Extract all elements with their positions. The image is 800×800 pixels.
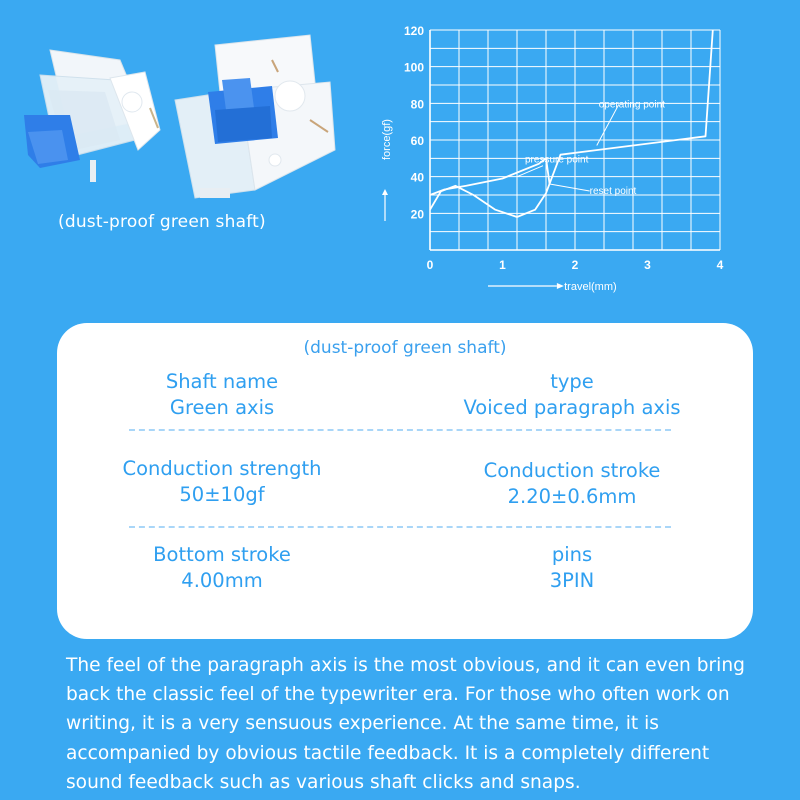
left-switch-image (24, 50, 160, 182)
force-travel-chart (368, 10, 768, 300)
y-tick-label: 100 (403, 60, 424, 75)
y-tick-label: 120 (403, 24, 424, 38)
spec-card-title: (dust-proof green shaft) (303, 338, 507, 358)
spec-value: 3PIN (549, 569, 595, 592)
spec-value: Voiced paragraph axis (463, 396, 681, 419)
spec-value: Green axis (169, 396, 275, 419)
y-tick-label: 60 (410, 134, 424, 148)
annotation-label: operating point (598, 99, 665, 111)
y-tick-label: 40 (410, 170, 424, 185)
y-axis-label: force(gf) (381, 119, 393, 160)
annotation-leader (597, 105, 619, 146)
x-axis-label: travel(mm) (564, 281, 617, 293)
spec-value: 4.00mm (181, 569, 263, 592)
spec-label: type (550, 370, 594, 393)
spec-label: Shaft name (165, 370, 279, 393)
spec-bottom-stroke (97, 542, 347, 594)
description-paragraph: The feel of the paragraph axis is the most obvious, and it can even bring back the classic feel of the typewriter era. For those who often work on writing, it is a very sensuous experience. At the same time, it is accompanied by obvious tactile feedback. It is a completely different sound feedback such as various shaft clicks and snaps. (66, 655, 745, 793)
annotation-label: reset point (589, 186, 637, 197)
divider (129, 429, 671, 431)
photo-caption: (dust-proof green shaft) (58, 212, 266, 232)
annotation-label: pressure point (525, 154, 589, 166)
spec-conduction-strength (97, 456, 347, 508)
spec-value: 50±10gf (179, 483, 265, 506)
spec-label: Conduction stroke (483, 459, 661, 482)
x-tick-label: 2 (571, 258, 579, 272)
y-tick-label: 80 (410, 97, 424, 112)
spec-card (57, 323, 753, 639)
series-line-1 (430, 30, 713, 217)
x-axis-arrowhead (557, 283, 564, 289)
spec-type (442, 369, 702, 421)
spec-shaft-name (97, 369, 347, 421)
spec-label: Conduction strength (122, 457, 322, 480)
annotation-leader (550, 184, 590, 191)
spec-label: Bottom stroke (153, 543, 291, 566)
x-tick-label: 4 (716, 258, 724, 272)
right-switch-image (175, 35, 335, 198)
x-tick-label: 0 (426, 258, 434, 272)
spec-conduction-stroke (442, 458, 702, 510)
spec-label: pins (551, 543, 593, 566)
y-axis-arrowhead (382, 189, 388, 195)
x-tick-label: 3 (644, 258, 651, 272)
top-section (0, 0, 800, 305)
y-tick-label: 20 (410, 207, 424, 222)
x-tick-label: 1 (499, 258, 506, 272)
switch-product-photo (10, 20, 350, 200)
divider (129, 526, 671, 528)
spec-pins (442, 542, 702, 594)
spec-value: 2.20±0.6mm (507, 485, 637, 508)
